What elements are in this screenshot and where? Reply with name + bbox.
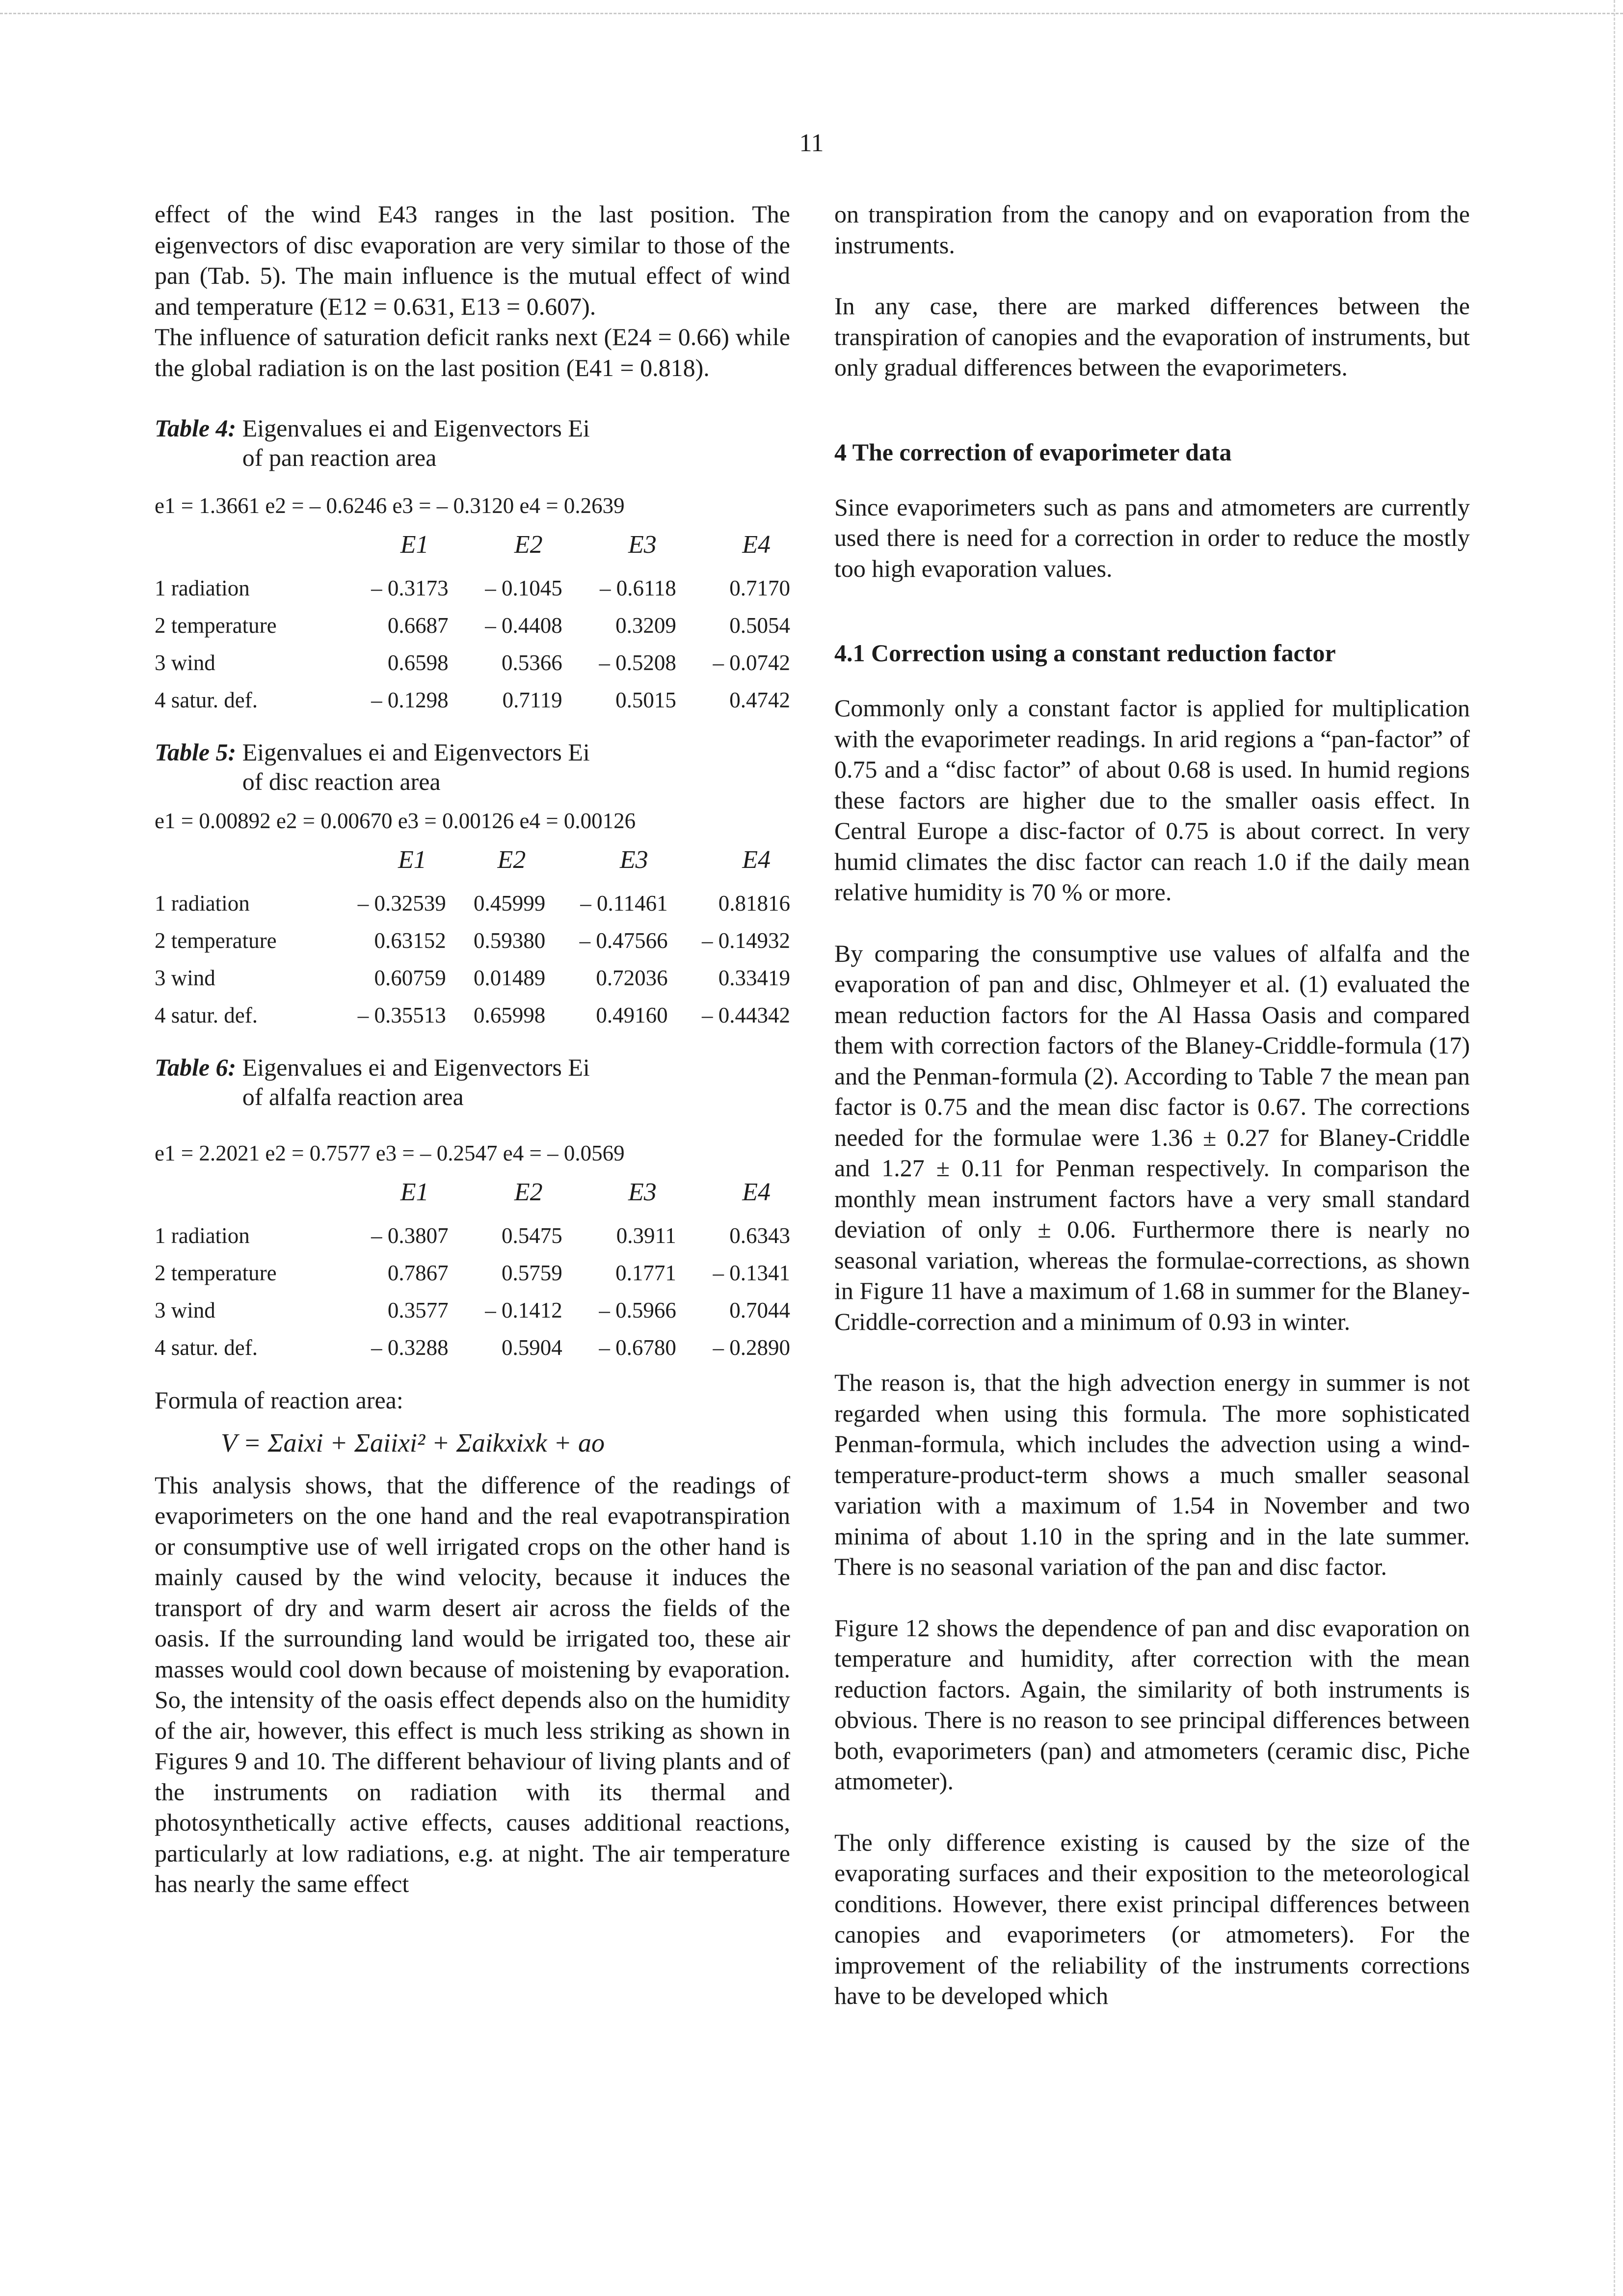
header-e2: E2 [514,1178,543,1206]
formula-label: Formula of reaction area: [155,1386,403,1414]
table-row: 1 radiation – 0.32539 0.45999 – 0.11461 0.81816 [155,891,790,916]
eigenvalues-line: e1 = 0.00892 e2 = 0.00670 e3 = 0.00126 e4 = 0.00126 [155,809,636,833]
marked-differences-paragraph: In any case, there are marked differences between the transpiration of canopies and the evaporation of instruments, but only gradual differences between the evaporimeters. [834,292,1470,381]
table-row: 2 temperature 0.7867 0.5759 0.1771 – 0.1341 [155,1260,790,1285]
intro-paragraph-1: effect of the wind E43 ranges in the last position. The eigenvectors of disc evaporation are very similar to those of the pan (Tab. 5). The main influence is the mutual effect of wind and temperature (E12 = 0.631, E13 = 0.607). [155,200,790,320]
table-row: 1 radiation – 0.3173 – 0.1045 – 0.6118 0.7170 [155,575,790,600]
table-row: 1 radiation – 0.3807 0.5475 0.3911 0.6343 [155,1223,790,1248]
table-header-row [155,1168,790,1217]
eigenvector-table [155,836,790,1034]
reaction-area-formula: V = Σaixi + Σaiixi² + Σaikxixk + ao [221,1428,605,1458]
header-e1: E1 [398,845,426,874]
caption-line-1: Eigenvalues ei and Eigenvectors Ei [242,414,590,442]
header-e1: E1 [400,1178,429,1206]
table-row: 3 wind 0.6598 0.5366 – 0.5208 – 0.0742 [155,650,790,675]
section-4-1-paragraph-2: By comparing the consumptive use values of alfalfa and the evaporation of pan and disc, Ohlmeyer et al. (1) evaluated the mean reduction factors for the Al Hassa Oasis and compared them with correction factors of the Blaney-Criddle-formula (17) and the Penman-formula (2). According to Table 7 the mean pan factor is 0.75 and the mean disc factor is 0.67. The corrections needed for the formulae were 1.36 ± 0.27 for Blaney-Criddle and 1.27 ± 0.11 for Penman respectively. In comparison the monthly mean instrument factors have a very small standard deviation of only ± 0.06. Furthermore there is nearly no seasonal variation, whereas the formulae-corrections, as shown in Figure 11 have a maximum of 1.68 in summer for the Blaney-Criddle-correction and a minimum of 0.93 in winter. [834,939,1470,1335]
section-4-heading: 4 The correction of evaporimeter data [834,438,1232,466]
table-row: 3 wind 0.3577 – 0.1412 – 0.5966 0.7044 [155,1297,790,1323]
section-4-paragraph: Since evaporimeters such as pans and atmometers are currently used there is need for a correction in order to reduce the mostly too high evaporation values. [834,493,1470,582]
scan-edge-top [0,13,1623,14]
table-header-row [155,836,790,885]
header-e4: E4 [742,845,771,874]
page-number: 11 [799,129,824,157]
eigenvector-table [155,1168,790,1366]
header-e4: E4 [742,1178,771,1206]
table-label: Table 5: [155,738,237,766]
section-4-1-paragraph-3: The reason is, that the high advection energy in summer is not regarded when using this formula. The more sophisticated Penman-formula, which includes the advection using a wind-temperature-product-term shows a much smaller seasonal variation with a maximum of 1.54 in November and two minima of about 1.10 in the spring and in the late summer. There is no seasonal variation of the pan and disc factor. [834,1369,1470,1580]
table-caption [155,413,790,472]
scan-edge-right [1614,0,1615,2296]
right-column [834,199,1470,2011]
eigenvector-table [155,520,790,719]
header-e3: E3 [619,845,648,874]
table-caption [155,737,790,796]
eigenvalues-line: e1 = 1.3661 e2 = – 0.6246 e3 = – 0.3120 e4 = 0.2639 [155,493,625,518]
table-row: 4 satur. def. – 0.35513 0.65998 0.49160 – 0.44342 [155,1002,790,1027]
table-header-row [155,520,790,569]
table-5 [155,737,790,1034]
table-label: Table 6: [155,1053,237,1081]
section-4-1-paragraph-5: The only difference existing is caused by the size of the evaporating surfaces and their exposition to the meteorological conditions. However, there exist principal differences between canopies and evaporimeters (or atmometers). For the improvement of the reliability of the instruments corrections have to be developed which [834,1828,1470,2009]
header-e3: E3 [628,530,657,559]
header-e4: E4 [742,530,771,559]
header-e3: E3 [628,1178,657,1206]
analysis-paragraph: This analysis shows, that the difference of the readings of evaporimeters on the one hand and the real evapotranspiration or consumptive use of well irrigated crops on the other hand is mainly caused by the wind velocity, because it induces the transport of dry and warm desert air across the fields of the oasis. If the surrounding land would be irrigated too, these air masses would cool down because of moistening by evaporation. So, the intensity of the oasis effect depends also on the humidity of the air, however, this effect is much less striking as shown in Figures 9 and 10. The different behaviour of living plants and of the instruments on radiation with its thermal and photosynthetically active effects, causes additional reactions, particularly at low radiations, e.g. at night. The air temperature has nearly the same effect [155,1471,790,1897]
header-e2: E2 [514,530,543,559]
table-label: Table 4: [155,414,237,442]
caption-line-1: Eigenvalues ei and Eigenvectors Ei [242,1053,590,1081]
table-row: 4 satur. def. – 0.1298 0.7119 0.5015 0.4742 [155,687,790,712]
continuation-paragraph: on transpiration from the canopy and on evaporation from the instruments. [834,200,1470,259]
header-e2: E2 [497,845,526,874]
table-6 [155,1053,790,1366]
header-e1: E1 [400,530,429,559]
table-row: 3 wind 0.60759 0.01489 0.72036 0.33419 [155,965,790,990]
section-4-1-paragraph-4: Figure 12 shows the dependence of pan and disc evaporation on temperature and humidity, after correction with the mean reduction factors. Again, the similarity of both instruments is obvious. There is no reason to see principal differences between both, evaporimeters (pan) and atmometers (ceramic disc, Piche atmometer). [834,1614,1470,1795]
eigenvalues-line: e1 = 2.2021 e2 = 0.7577 e3 = – 0.2547 e4 = – 0.0569 [155,1141,625,1165]
caption-line-2: of alfalfa reaction area [242,1083,464,1110]
table-row: 2 temperature 0.6687 – 0.4408 0.3209 0.5054 [155,613,790,638]
table-4 [155,413,790,719]
section-4-1-heading: 4.1 Correction using a constant reduction factor [834,639,1336,667]
caption-line-2: of disc reaction area [242,768,441,795]
left-column [155,199,790,1899]
table-caption [155,1053,790,1111]
intro-paragraph-2: The influence of saturation deficit ranks next (E24 = 0.66) while the global radiation is on the last position (E41 = 0.818). [155,323,790,381]
caption-line-2: of pan reaction area [242,444,437,471]
table-row: 2 temperature 0.63152 0.59380 – 0.47566 – 0.14932 [155,928,790,953]
section-4-1-paragraph-1: Commonly only a constant factor is applied for multiplication with the evaporimeter readings. In arid regions a “pan-factor” of 0.75 and a “disc factor” of about 0.68 is used. In humid regions these factors are higher due to the smaller oasis effect. In Central Europe a disc-factor of 0.75 is about correct. In very humid climates the disc factor can reach 1.0 if the daily mean relative humidity is 70 % or more. [834,694,1470,906]
table-row: 4 satur. def. – 0.3288 0.5904 – 0.6780 – 0.2890 [155,1335,790,1360]
caption-line-1: Eigenvalues ei and Eigenvectors Ei [242,738,590,766]
